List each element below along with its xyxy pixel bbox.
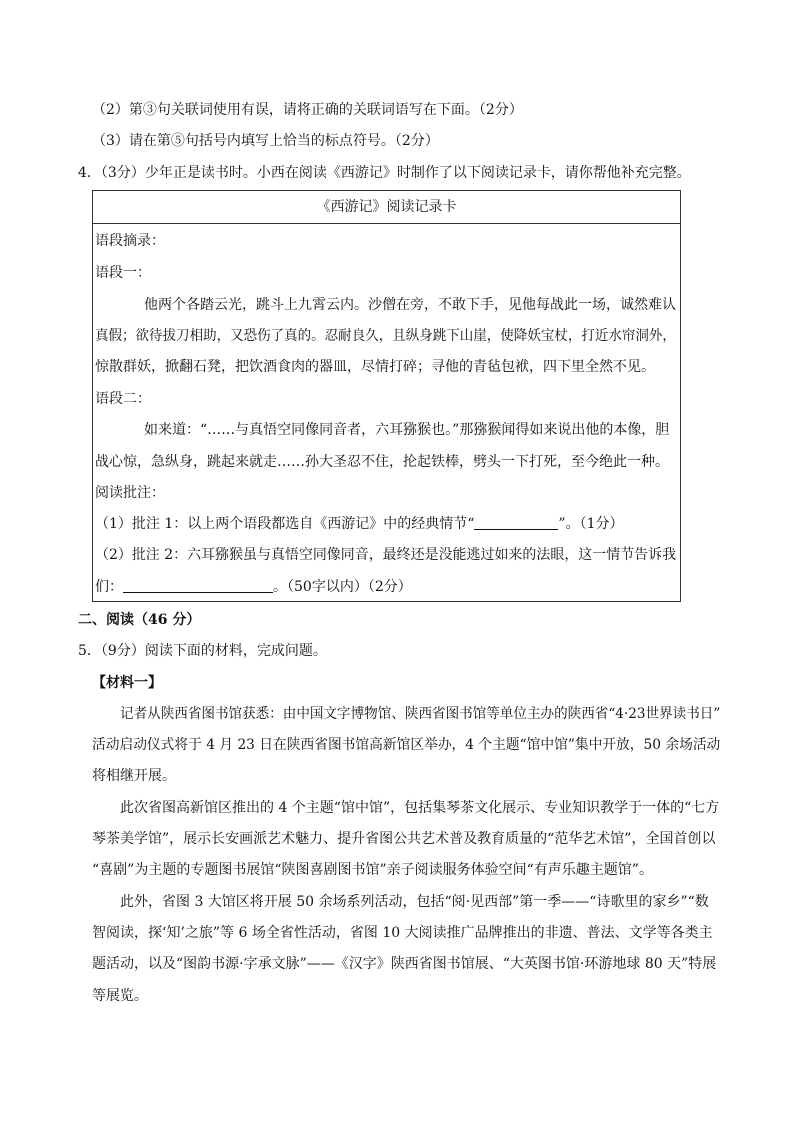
paragraph-two-line: 如来道：“……与真悟空同像同音者，六耳猕猴也。”那猕猴闻得如来说出他的本像，胆 bbox=[144, 422, 670, 438]
paragraph-two-line: 战心惊，急纵身，跳起来就走……孙大圣忍不住，抡起铁棒，劈头一下打死，至今绝此一种。 bbox=[95, 454, 669, 470]
material-line: 此外，省图 3 大馆区将开展 50 余场系列活动，包括“阅·见西部”第一季——“诗歌里的家乡”“数 bbox=[120, 894, 709, 910]
paragraph-one-line: 真假；欲待拔刀相助，又恐伤了真的。忍耐良久，且纵身跳下山崖，使降妖宝杖，打近水帘洞外， bbox=[95, 328, 676, 344]
material-line: 此次省图高新馆区推出的 4 个主题“馆中馆”，包括集琴茶文化展示、专业知识教学于一体的“七方 bbox=[120, 800, 720, 816]
reading-record-card bbox=[92, 190, 681, 602]
material-line: 活动启动仪式将于 4 月 23 日在陕西省图书馆高新馆区举办，4 个主题“馆中馆”集中开放，50 余场活动 bbox=[92, 737, 721, 753]
paragraph-one-heading: 语段一： bbox=[95, 265, 151, 281]
paragraph-one-line: 惊散群妖，掀翻石凳，把饮酒食肉的器皿，尽情打碎；寻他的青毡包袱，四下里全然不见。 bbox=[95, 359, 655, 375]
material-line: 记者从陕西省图书馆获悉：由中国文字博物馆、陕西省图书馆等单位主办的陕西省“4·23世界读书日” bbox=[120, 706, 721, 722]
material-line: 智阅读，探‘知’之旅”等 6 场全省性活动，省图 10 大阅读推广品牌推出的非遗、普法、文学等各类主 bbox=[92, 925, 713, 941]
note-two-suffix: 。（50字以内）（2分） bbox=[273, 579, 412, 595]
paragraph-one-line: 他两个各踏云光，跳斗上九霄云内。沙僧在旁，不敢下手，见他每战此一场，诚然难认 bbox=[144, 297, 676, 313]
card-title: 《西游记》阅读记录卡 bbox=[93, 191, 680, 224]
q3-sub3: （3）请在第⑤句括号内填写上恰当的标点符号。（2分） bbox=[92, 133, 439, 149]
material-line: “喜剧”为主题的专题图书展馆“陕图喜剧图书馆”亲子阅读服务体验空间“有声乐趣主题馆”。 bbox=[92, 862, 653, 878]
excerpt-heading: 语段摘录： bbox=[95, 233, 165, 249]
note-one-prefix: （1）批注 1：以上两个语段都选自《西游记》中的经典情节“ bbox=[95, 516, 475, 532]
material-line: 将相继开展。 bbox=[92, 768, 176, 784]
note-two-prefix: 们： bbox=[95, 579, 123, 595]
note-one-answer-blank[interactable] bbox=[474, 515, 558, 530]
q5-stem: 5．（9分）阅读下面的材料，完成问题。 bbox=[78, 643, 327, 659]
q3-sub2: （2）第③句关联词使用有误，请将正确的关联词语写在下面。（2分） bbox=[92, 102, 523, 118]
material-line: 等展览。 bbox=[92, 988, 148, 1004]
material-line: 题活动，以及“图韵书源·字承文脉”——《汉字》陕西省图书馆展、“大英图书馆·环游地球 80 天”特展 bbox=[92, 956, 717, 972]
note-one bbox=[95, 514, 624, 534]
note-two-answer-blank[interactable] bbox=[123, 578, 273, 593]
material-one-heading: 【材料一】 bbox=[92, 675, 162, 691]
section-heading-reading: 二、阅读（46 分） bbox=[78, 612, 201, 628]
note-two-answer bbox=[95, 577, 412, 597]
notes-heading: 阅读批注： bbox=[95, 485, 165, 501]
material-line: 琴茶美学馆”，展示长安画派艺术魅力、提升省图公共艺术普及教育质量的“范华艺术馆”，全国首创以 bbox=[92, 831, 716, 847]
q4-stem: 4．（3分）少年正是读书时。小西在阅读《西游记》时制作了以下阅读记录卡，请你帮他补充完整。 bbox=[78, 165, 691, 181]
paragraph-two-heading: 语段二： bbox=[95, 391, 151, 407]
note-two-line: （2）批注 2：六耳猕猴虽与真悟空同像同音，最终还是没能逃过如来的法眼，这一情节告诉我 bbox=[95, 547, 677, 563]
note-one-suffix: ”。（1分） bbox=[558, 516, 624, 532]
